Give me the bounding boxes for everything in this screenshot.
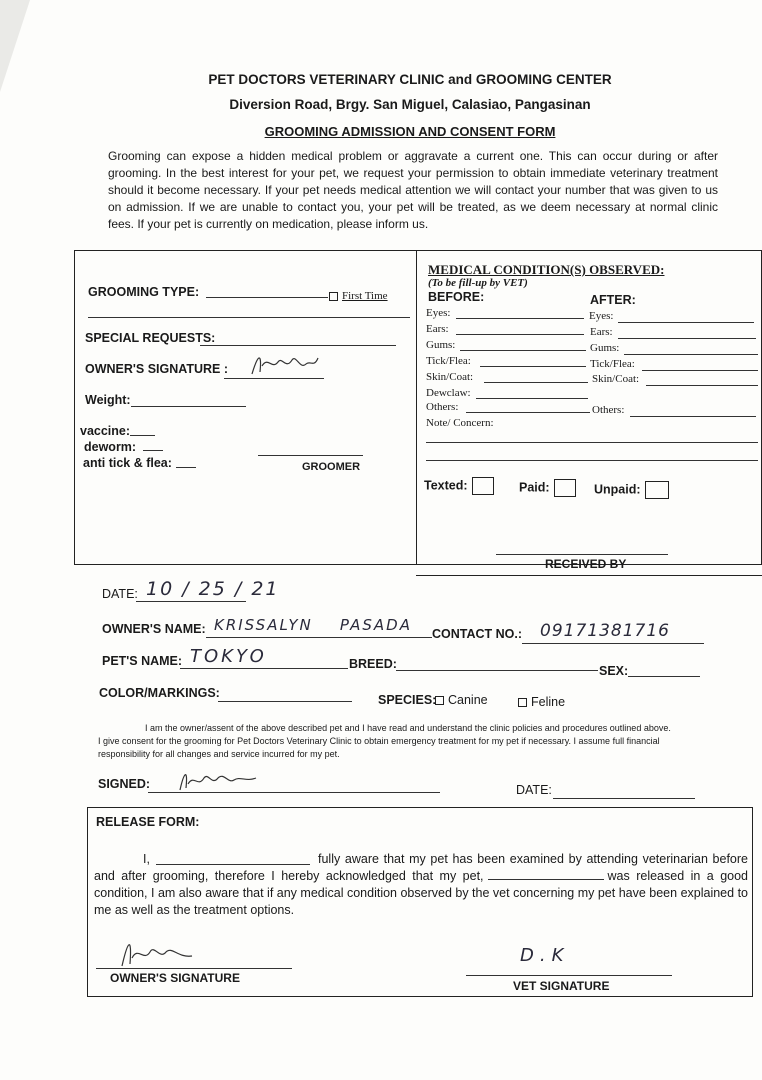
vet-initials: D.K bbox=[520, 945, 570, 966]
after-tick-field[interactable] bbox=[642, 370, 758, 371]
consent-date-label: DATE: bbox=[516, 783, 552, 797]
owner-release-signature-field[interactable] bbox=[96, 968, 292, 969]
box-divider bbox=[416, 250, 417, 565]
vet-signature-label: VET SIGNATURE bbox=[513, 979, 610, 993]
grooming-type-label: GROOMING TYPE: bbox=[88, 285, 200, 299]
texted-checkbox[interactable] bbox=[472, 477, 494, 495]
before-eyes-label: Eyes: bbox=[426, 307, 451, 319]
after-tick-label: Tick/Flea: bbox=[590, 358, 635, 370]
owner-signature-scribble bbox=[248, 348, 324, 378]
after-others-label: Others: bbox=[592, 404, 625, 416]
special-requests-label: SPECIAL REQUESTS: bbox=[85, 331, 216, 345]
clinic-name: PET DOCTORS VETERINARY CLINIC and GROOMING CENTER bbox=[208, 72, 612, 87]
before-gums-field[interactable] bbox=[460, 350, 586, 351]
after-eyes-field[interactable] bbox=[618, 322, 754, 323]
weight-label: Weight: bbox=[85, 393, 131, 407]
before-others-label: Others: bbox=[426, 401, 459, 413]
first-time-label: First Time bbox=[342, 290, 388, 302]
before-heading: BEFORE: bbox=[428, 290, 485, 304]
box-bottom-right bbox=[416, 575, 762, 576]
unpaid-label: Unpaid: bbox=[594, 482, 641, 497]
medical-title: MEDICAL CONDITION(S) OBSERVED: bbox=[428, 262, 665, 277]
feline-checkbox[interactable] bbox=[518, 698, 527, 707]
texted-option[interactable] bbox=[424, 477, 494, 495]
release-text-part-2: was released in a good condition, I am also aware that if any medical condition observed by the vet concerning my pet have been explained to me as well as the treatment options. bbox=[94, 869, 749, 917]
species-label: SPECIES: bbox=[378, 693, 437, 707]
note-concern-label: Note/ Concern: bbox=[426, 417, 494, 429]
first-time-checkbox[interactable] bbox=[329, 292, 338, 301]
sex-label: SEX: bbox=[599, 664, 629, 678]
release-text-part-1: fully aware that my pet has been examined by attending veterinarian before and after grooming, therefore I hereby acknowledged that my pet, bbox=[94, 852, 748, 883]
grooming-type-field[interactable] bbox=[206, 297, 328, 298]
paid-checkbox[interactable] bbox=[554, 479, 576, 497]
owner-name-field[interactable] bbox=[206, 637, 432, 638]
sex-field[interactable] bbox=[628, 676, 700, 677]
first-time-option[interactable] bbox=[329, 290, 388, 302]
release-title: RELEASE FORM: bbox=[96, 815, 200, 829]
release-i: I, bbox=[143, 852, 150, 866]
canine-checkbox[interactable] bbox=[435, 696, 444, 705]
pet-name-field[interactable] bbox=[180, 668, 348, 669]
deworm-field[interactable] bbox=[143, 450, 163, 451]
anti-tick-label: anti tick & flea: bbox=[83, 456, 172, 470]
owner-name-label: OWNER'S NAME: bbox=[102, 622, 206, 636]
weight-field[interactable] bbox=[131, 406, 246, 407]
owner-release-signature-scribble bbox=[118, 934, 198, 970]
vet-signature-field[interactable] bbox=[466, 975, 672, 976]
consent-text-1: I am the owner/assent of the above described pet and I have read and understand the clinic policies and procedures outlined above. bbox=[145, 723, 671, 733]
groomer-field[interactable] bbox=[258, 455, 363, 456]
after-skin-label: Skin/Coat: bbox=[592, 373, 640, 385]
unpaid-checkbox[interactable] bbox=[645, 481, 669, 499]
after-heading: AFTER: bbox=[590, 293, 636, 307]
date-label: DATE: bbox=[102, 587, 138, 601]
anti-tick-field[interactable] bbox=[176, 467, 196, 468]
before-tick-field[interactable] bbox=[480, 366, 586, 367]
before-dewclaw-field[interactable] bbox=[476, 398, 588, 399]
signed-label: SIGNED: bbox=[98, 777, 151, 791]
before-ears-label: Ears: bbox=[426, 323, 449, 335]
paid-label: Paid: bbox=[519, 480, 550, 495]
release-pet-field[interactable] bbox=[488, 879, 604, 880]
note-concern-line-2[interactable] bbox=[426, 460, 758, 461]
date-value: 10 / 25 / 21 bbox=[146, 578, 280, 600]
before-eyes-field[interactable] bbox=[456, 318, 584, 319]
consent-signature-scribble bbox=[176, 764, 262, 794]
after-skin-field[interactable] bbox=[646, 385, 758, 386]
canine-label: Canine bbox=[448, 693, 488, 707]
special-requests-field[interactable] bbox=[200, 345, 396, 346]
paid-option[interactable] bbox=[519, 479, 576, 497]
before-skin-label: Skin/Coat: bbox=[426, 371, 474, 383]
color-markings-label: COLOR/MARKINGS: bbox=[99, 686, 220, 700]
groomer-label: GROOMER bbox=[302, 461, 361, 473]
grooming-type-line-2[interactable] bbox=[88, 317, 410, 318]
canine-option[interactable] bbox=[435, 693, 488, 707]
after-gums-field[interactable] bbox=[624, 354, 758, 355]
owner-signature-field[interactable] bbox=[224, 378, 324, 379]
after-ears-label: Ears: bbox=[590, 326, 613, 338]
breed-field[interactable] bbox=[396, 670, 598, 671]
contact-value: 09171381716 bbox=[540, 621, 670, 641]
folded-corner bbox=[0, 0, 30, 92]
contact-field[interactable] bbox=[522, 643, 704, 644]
note-concern-line-1[interactable] bbox=[426, 442, 758, 443]
breed-label: BREED: bbox=[349, 657, 397, 671]
after-gums-label: Gums: bbox=[590, 342, 620, 354]
intro-paragraph: Grooming can expose a hidden medical problem or aggravate a current one. This can occur during or after grooming. In the best interest for your pet, we request your permission to obtain immediate veterinary treatment should it become necessary. If your pet needs medical attention we will contact your number that was given to us on admission. If we are unable to contact you, your pet will be treated, as we deem necessary at normal clinic fees. If your pet is currently on medication, please inform us. bbox=[108, 149, 718, 231]
feline-label: Feline bbox=[531, 695, 566, 709]
pet-name-label: PET'S NAME: bbox=[102, 654, 183, 668]
after-ears-field[interactable] bbox=[618, 338, 756, 339]
color-markings-field[interactable] bbox=[218, 701, 352, 702]
owner-release-signature-label: OWNER'S SIGNATURE bbox=[110, 971, 240, 985]
received-by-label: RECEIVED BY bbox=[545, 557, 627, 571]
before-skin-field[interactable] bbox=[484, 382, 588, 383]
consent-text-2: I give consent for the grooming for Pet Doctors Veterinary Clinic to obtain emergency treatment for my pet if necessary. I assume full financial responsibility for all changes and service incurred for my pet. bbox=[98, 736, 660, 759]
after-others-field[interactable] bbox=[630, 416, 756, 417]
owner-signature-label: OWNER'S SIGNATURE : bbox=[85, 362, 229, 376]
date-field[interactable] bbox=[136, 601, 246, 602]
pet-name-value: TOKYO bbox=[190, 646, 267, 667]
texted-label: Texted: bbox=[424, 478, 468, 493]
clinic-address: Diversion Road, Brgy. San Miguel, Calasiao, Pangasinan bbox=[229, 97, 591, 112]
before-ears-field[interactable] bbox=[456, 334, 584, 335]
medical-note: (To be fill-up by VET) bbox=[428, 277, 528, 289]
unpaid-option[interactable] bbox=[594, 481, 669, 499]
deworm-label: deworm: bbox=[84, 440, 137, 454]
form-title: GROOMING ADMISSION AND CONSENT FORM bbox=[264, 124, 556, 139]
vaccine-label: vaccine: bbox=[80, 424, 131, 438]
after-eyes-label: Eyes: bbox=[589, 310, 614, 322]
before-tick-label: Tick/Flea: bbox=[426, 355, 471, 367]
consent-date-field[interactable] bbox=[553, 798, 695, 799]
vaccine-field[interactable] bbox=[130, 435, 155, 436]
feline-option[interactable] bbox=[518, 695, 565, 709]
before-gums-label: Gums: bbox=[426, 339, 456, 351]
before-others-field[interactable] bbox=[466, 412, 590, 413]
owner-name-value: KRISSALYN PASADA bbox=[214, 616, 412, 634]
release-paragraph bbox=[94, 851, 748, 919]
before-dewclaw-label: Dewclaw: bbox=[426, 387, 471, 399]
received-by-field[interactable] bbox=[496, 554, 668, 555]
contact-label: CONTACT NO.: bbox=[432, 627, 523, 641]
